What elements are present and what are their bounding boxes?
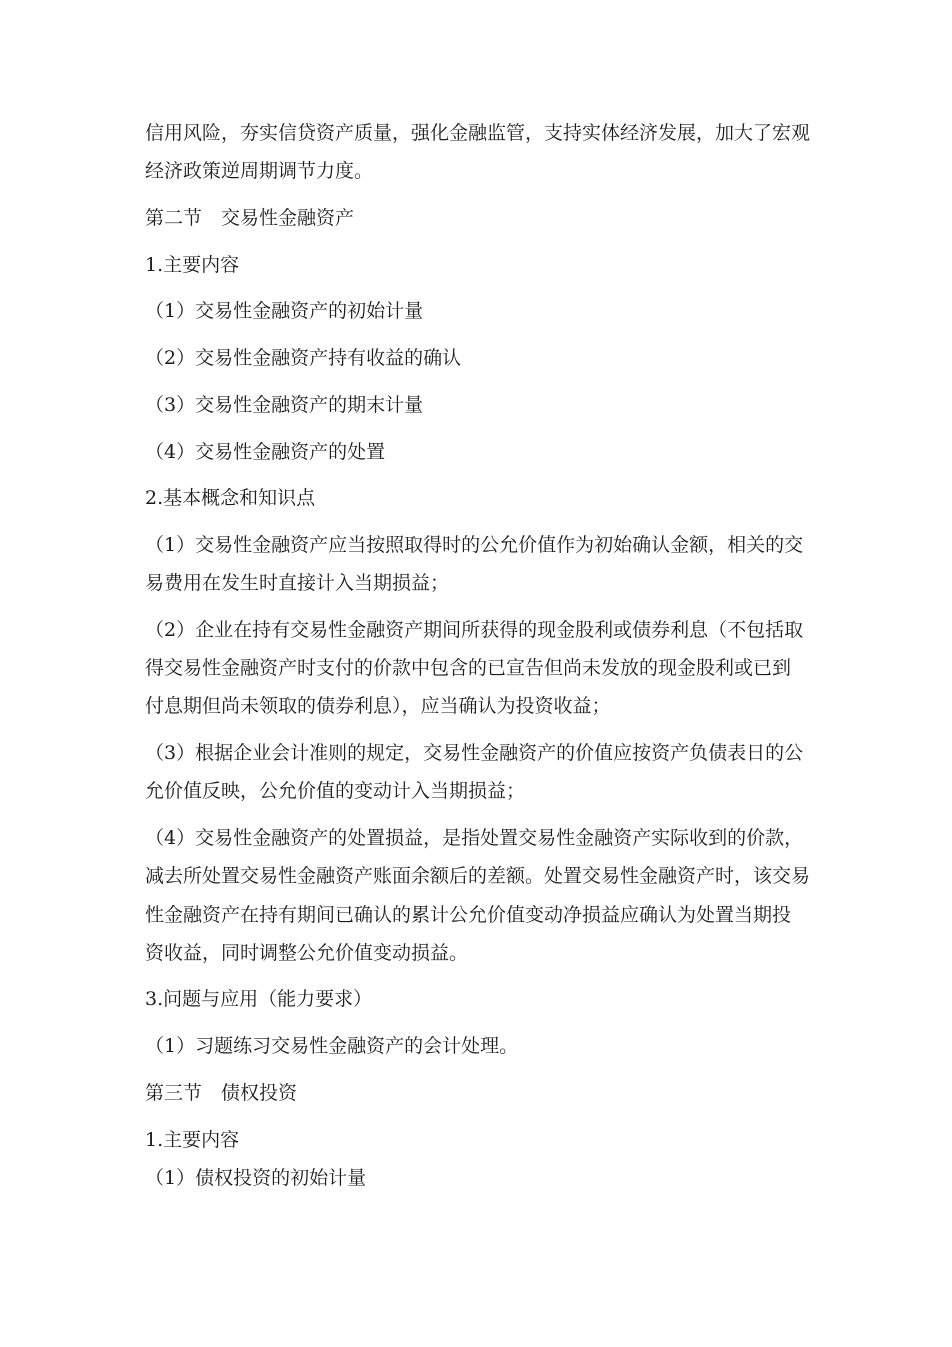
concept-paragraph-1 — [145, 526, 825, 602]
document-page — [145, 114, 825, 1206]
concept-paragraph-3 — [145, 734, 825, 810]
concept-paragraph-2 — [145, 611, 825, 726]
paragraph-line: 减去所处置交易性金融资产账面余额后的差额。处置交易性金融资产时，该交易 — [145, 865, 811, 888]
section-2-title: 第二节 交易性金融资产 — [145, 206, 355, 229]
section-2-application-heading: 3.问题与应用（能力要求） — [145, 988, 373, 1011]
paragraph-line: 资收益，同时调整公允价值变动损益。 — [145, 941, 469, 964]
section-3-title: 第三节 债权投资 — [145, 1081, 298, 1104]
paragraph-line: （4）交易性金融资产的处置损益，是指处置交易性金融资产实际收到的价款， — [145, 827, 804, 850]
paragraph-line: 信用风险，夯实信贷资产质量，强化金融监管，支持实体经济发展，加大了宏观 — [145, 122, 811, 144]
list-item: （1）债权投资的初始计量 — [145, 1166, 367, 1189]
paragraph-line: （3）根据企业会计准则的规定，交易性金融资产的价值应按资产负债表日的公 — [145, 742, 804, 765]
paragraph-line: 性金融资产在持有期间已确认的累计公允价值变动净损益应确认为处置当期投 — [145, 903, 792, 926]
paragraph-line: 允价值反映，公允价值的变动计入当期损益； — [145, 780, 526, 803]
list-item: （1）交易性金融资产的初始计量 — [145, 300, 424, 323]
paragraph-line: （2）企业在持有交易性金融资产期间所获得的现金股利或债券利息（不包括取 — [145, 619, 804, 642]
list-item: （3）交易性金融资产的期末计量 — [145, 393, 424, 416]
section-3-main-content-heading: 1.主要内容 — [145, 1128, 240, 1151]
paragraph-line: （1）交易性金融资产应当按照取得时的公允价值作为初始确认金额，相关的交 — [145, 534, 804, 557]
concept-paragraph-4 — [145, 819, 825, 972]
section-2-concepts-heading: 2.基本概念和知识点 — [145, 487, 316, 510]
list-item: （1）习题练习交易性金融资产的会计处理。 — [145, 1035, 519, 1058]
list-item: （4）交易性金融资产的处置 — [145, 440, 386, 463]
paragraph-line: 得交易性金融资产时支付的价款中包含的已宣告但尚未发放的现金股利或已到 — [145, 657, 792, 680]
section-2-main-content-heading: 1.主要内容 — [145, 253, 240, 276]
intro-paragraph — [145, 114, 825, 190]
paragraph-line: 经济政策逆周期调节力度。 — [145, 160, 374, 183]
paragraph-line: 易费用在发生时直接计入当期损益； — [145, 572, 450, 595]
list-item: （2）交易性金融资产持有收益的确认 — [145, 347, 462, 370]
paragraph-line: 付息期但尚未领取的债券利息），应当确认为投资收益； — [145, 695, 611, 718]
